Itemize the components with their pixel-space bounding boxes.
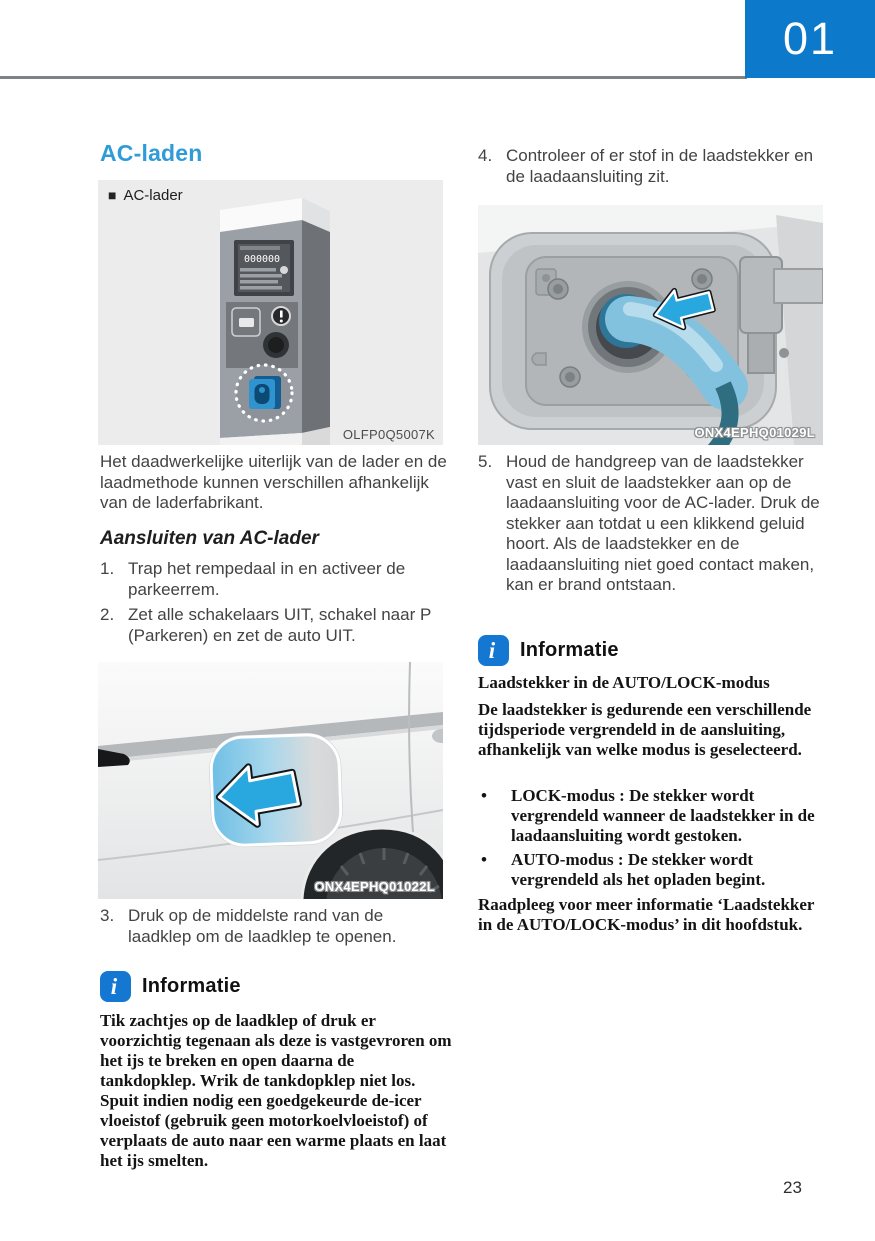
figure-caption: ONX4EPHQ01029L xyxy=(694,425,815,440)
page-number: 23 xyxy=(783,1178,802,1197)
chapter-number-badge: 01 xyxy=(745,0,875,78)
info-title: Informatie xyxy=(520,639,619,661)
step-1 xyxy=(100,559,450,600)
step-number: 2. xyxy=(100,605,115,624)
figure-charging-port xyxy=(478,205,823,445)
step-4 xyxy=(478,146,828,187)
figure-label: ■ AC-lader xyxy=(108,187,183,204)
step-number: 4. xyxy=(478,146,493,165)
step-text: Controleer of er stof in de laadstekker en de laadaansluiting zit. xyxy=(506,146,814,186)
step-text: Houd de handgreep van de laadstekker vast en sluit de laadstekker aan op de laadaansluiting voor de AC-lader. Druk de stekker aan totdat u een klikkend geluid hoort. Als de laadstekker en de laadaansluiting niet goed contact maken, kan er brand ontstaan. xyxy=(506,452,820,595)
bullet-auto-modus xyxy=(478,850,832,890)
charge-door-illustration xyxy=(98,662,443,899)
sub-heading: Aansluiten van AC-lader xyxy=(100,528,319,549)
figure-charge-door xyxy=(98,662,443,899)
bullet-text: AUTO-modus : De stekker wordt vergrendeld als het opladen begint. xyxy=(511,850,766,890)
info-box-header xyxy=(100,971,241,1002)
step-number: 1. xyxy=(100,559,115,578)
step-number: 3. xyxy=(100,906,115,925)
step-5 xyxy=(478,452,820,596)
info-icon: i xyxy=(478,635,509,666)
figure-caption: ONX4EPHQ01022L xyxy=(314,879,435,894)
bullet-lock-modus xyxy=(478,786,832,846)
step-3 xyxy=(100,906,450,947)
info-icon: i xyxy=(100,971,131,1002)
step-text: Zet alle schakelaars UIT, schakel naar P (Parkeren) en zet de auto UIT. xyxy=(128,605,431,645)
info-paragraph: De laadstekker is gedurende een verschillende tijdsperiode vergrendeld in de aansluiting, afhankelijk van welke modus is geselecteerd. xyxy=(478,700,812,760)
intro-paragraph: Het daadwerkelijke uiterlijk van de lader en de laadmethode kunnen verschillen afhankelijk van de laderfabrikant. xyxy=(100,452,447,513)
ac-charger-illustration xyxy=(98,180,443,445)
square-marker-icon: ■ xyxy=(108,187,117,203)
step-number: 5. xyxy=(478,452,493,471)
info-body: Tik zachtjes op de laadklep of druk er voorzichtig tegenaan als deze is vastgevroren om het ijs te breken en open daarna de tankdopklep. Wrik de tankdopklep niet los. Spuit indien nodig een goedgekeurde de-icer vloeistof (gebruik geen motorkoelvloeistof) of verplaats de auto naar een warme plaats en laat het ijs smelten. xyxy=(100,1011,452,1171)
info-subtitle: Laadstekker in de AUTO/LOCK-modus xyxy=(478,673,770,692)
bullet-marker: • xyxy=(481,786,487,805)
page-title: AC-laden xyxy=(100,140,203,166)
info-footer: Raadpleeg voor meer informatie ‘Laadstekker in de AUTO/LOCK-modus’ in dit hoofdstuk. xyxy=(478,895,815,935)
header-rule xyxy=(0,76,747,79)
info-box-header xyxy=(478,635,619,666)
bullet-text: LOCK-modus : De stekker wordt vergrendeld wanneer de laadstekker in de laadaansluiting wordt gestoken. xyxy=(511,786,815,846)
charging-port-illustration xyxy=(478,205,823,445)
charger-display-reading: 000000 xyxy=(243,254,281,265)
figure-caption: OLFP0Q5007K xyxy=(342,427,435,442)
info-title: Informatie xyxy=(142,975,241,997)
bullet-marker: • xyxy=(481,850,487,869)
figure-ac-charger xyxy=(98,180,443,445)
step-text: Trap het rempedaal in en activeer de parkeerrem. xyxy=(128,559,406,599)
step-2 xyxy=(100,605,450,646)
step-text: Druk op de middelste rand van de laadklep om de laadklep te openen. xyxy=(128,906,397,946)
